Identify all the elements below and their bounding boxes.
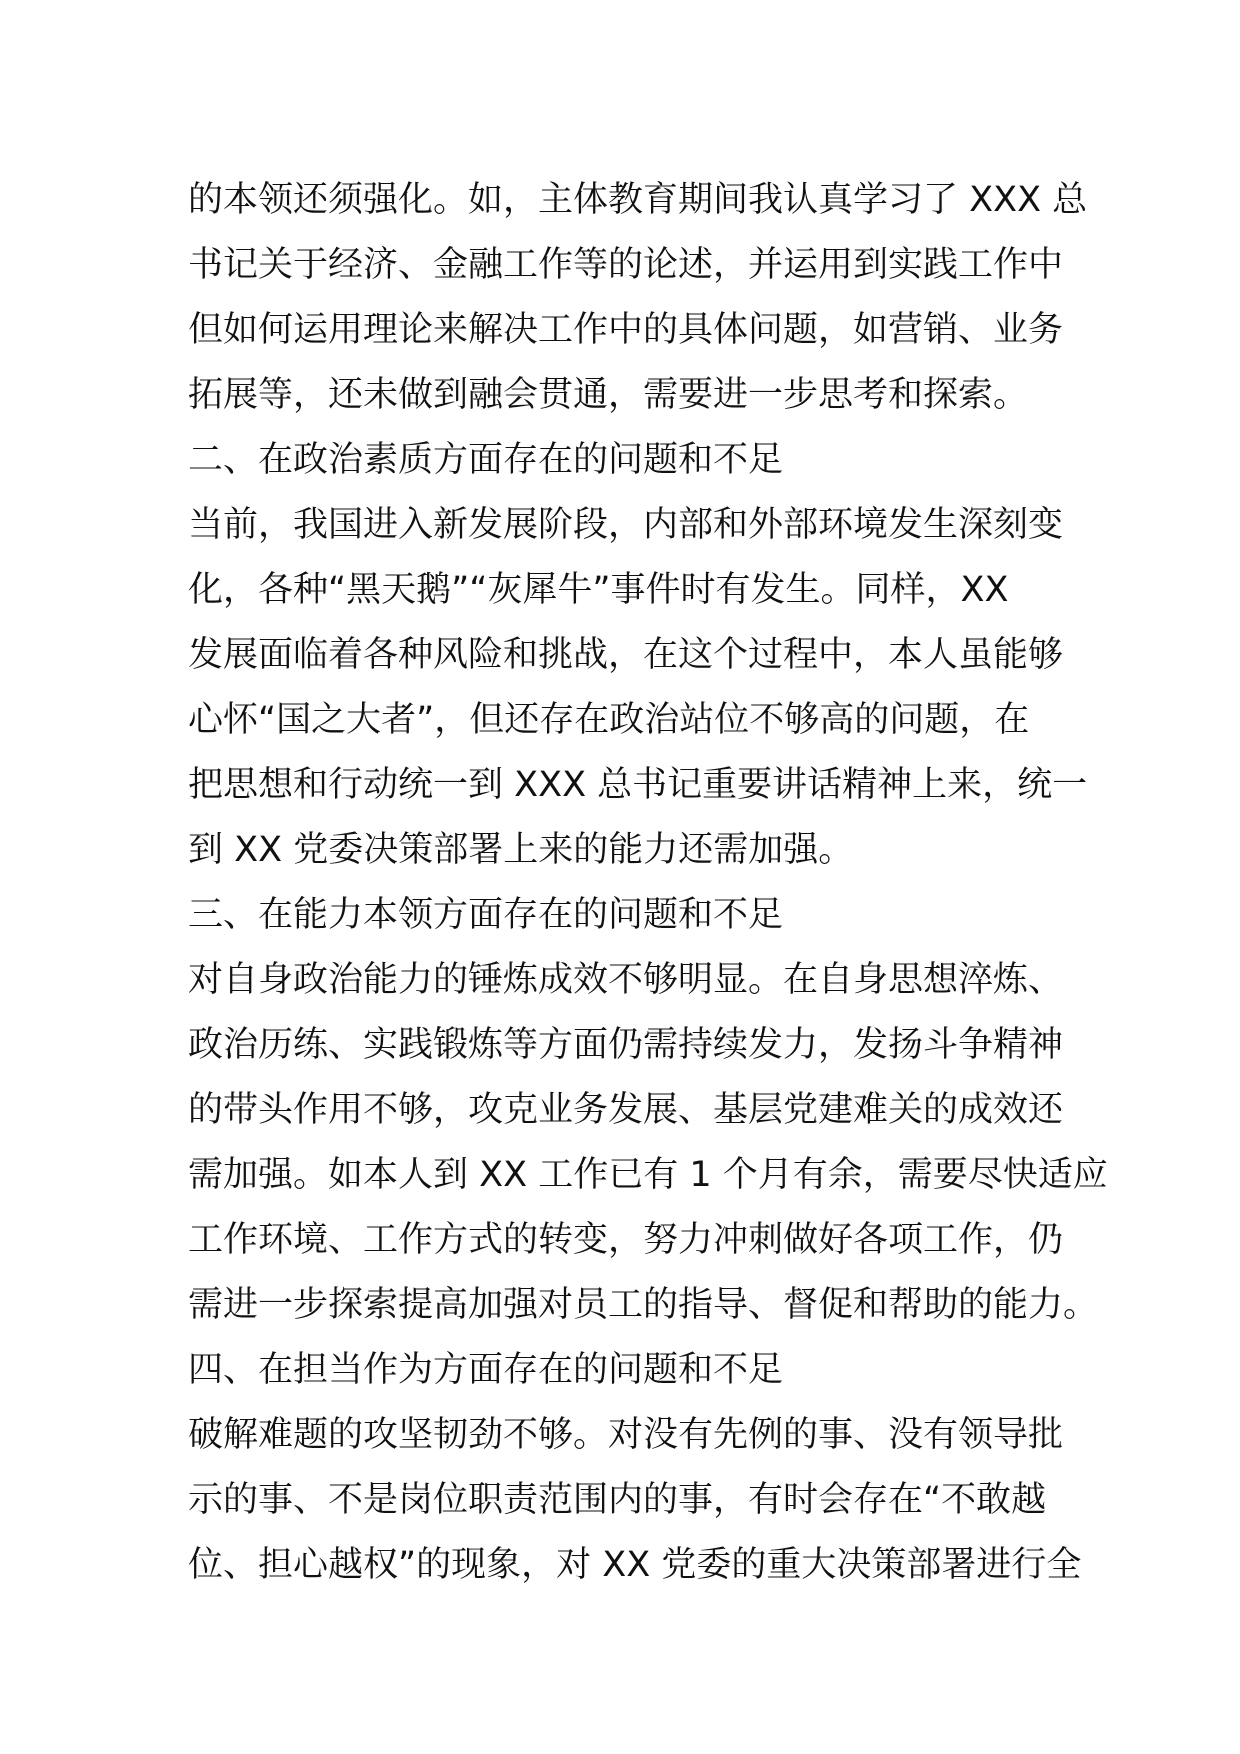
text-line: 破解难题的攻坚韧劲不够。对没有先例的事、没有领导批 [188, 1415, 1064, 1455]
text-line: 示的事、不是岗位职责范围内的事，有时会存在“不敢越 [188, 1480, 1047, 1520]
text-line: 政治历练、实践锻炼等方面仍需持续发力，发扬斗争精神 [188, 1025, 1064, 1065]
text-line: 的带头作用不够，攻克业务发展、基层党建难关的成效还 [188, 1090, 1064, 1130]
document-body [188, 168, 1108, 1598]
text-line: 但如何运用理论来解决工作中的具体问题，如营销、业务 [188, 310, 1064, 350]
text-line: 需加强。如本人到 XX 工作已有 1 个月有余，需要尽快适应 [188, 1155, 1108, 1195]
text-line: 到 XX 党委决策部署上来的能力还需加强。 [188, 830, 854, 870]
section-heading: 二、在政治素质方面存在的问题和不足 [188, 440, 784, 480]
text-line: 心怀“国之大者”，但还存在政治站位不够高的问题，在 [188, 700, 1030, 740]
text-line: 把思想和行动统一到 XXX 总书记重要讲话精神上来，统一 [188, 765, 1088, 805]
text-line: 书记关于经济、金融工作等的论述，并运用到实践工作中 [188, 245, 1064, 285]
text-line: 需进一步探索提高加强对员工的指导、督促和帮助的能力。 [188, 1285, 1099, 1325]
text-line: 当前，我国进入新发展阶段，内部和外部环境发生深刻变 [188, 505, 1064, 545]
text-line: 工作环境、工作方式的转变，努力冲刺做好各项工作，仍 [188, 1220, 1064, 1260]
text-line: 拓展等，还未做到融会贯通，需要进一步思考和探索。 [188, 375, 1029, 415]
section-heading: 四、在担当作为方面存在的问题和不足 [188, 1350, 784, 1390]
text-line: 发展面临着各种风险和挑战，在这个过程中，本人虽能够 [188, 635, 1064, 675]
text-line: 对自身政治能力的锤炼成效不够明显。在自身思想淬炼、 [188, 960, 1064, 1000]
section-heading: 三、在能力本领方面存在的问题和不足 [188, 895, 784, 935]
text-line: 位、担心越权”的现象，对 XX 党委的重大决策部署进行全 [188, 1545, 1082, 1585]
text-line: 化，各种“黑天鹅”“灰犀牛”事件时有发生。同样，XX [188, 570, 1009, 610]
text-line: 的本领还须强化。如，主体教育期间我认真学习了 XXX 总 [188, 180, 1088, 220]
